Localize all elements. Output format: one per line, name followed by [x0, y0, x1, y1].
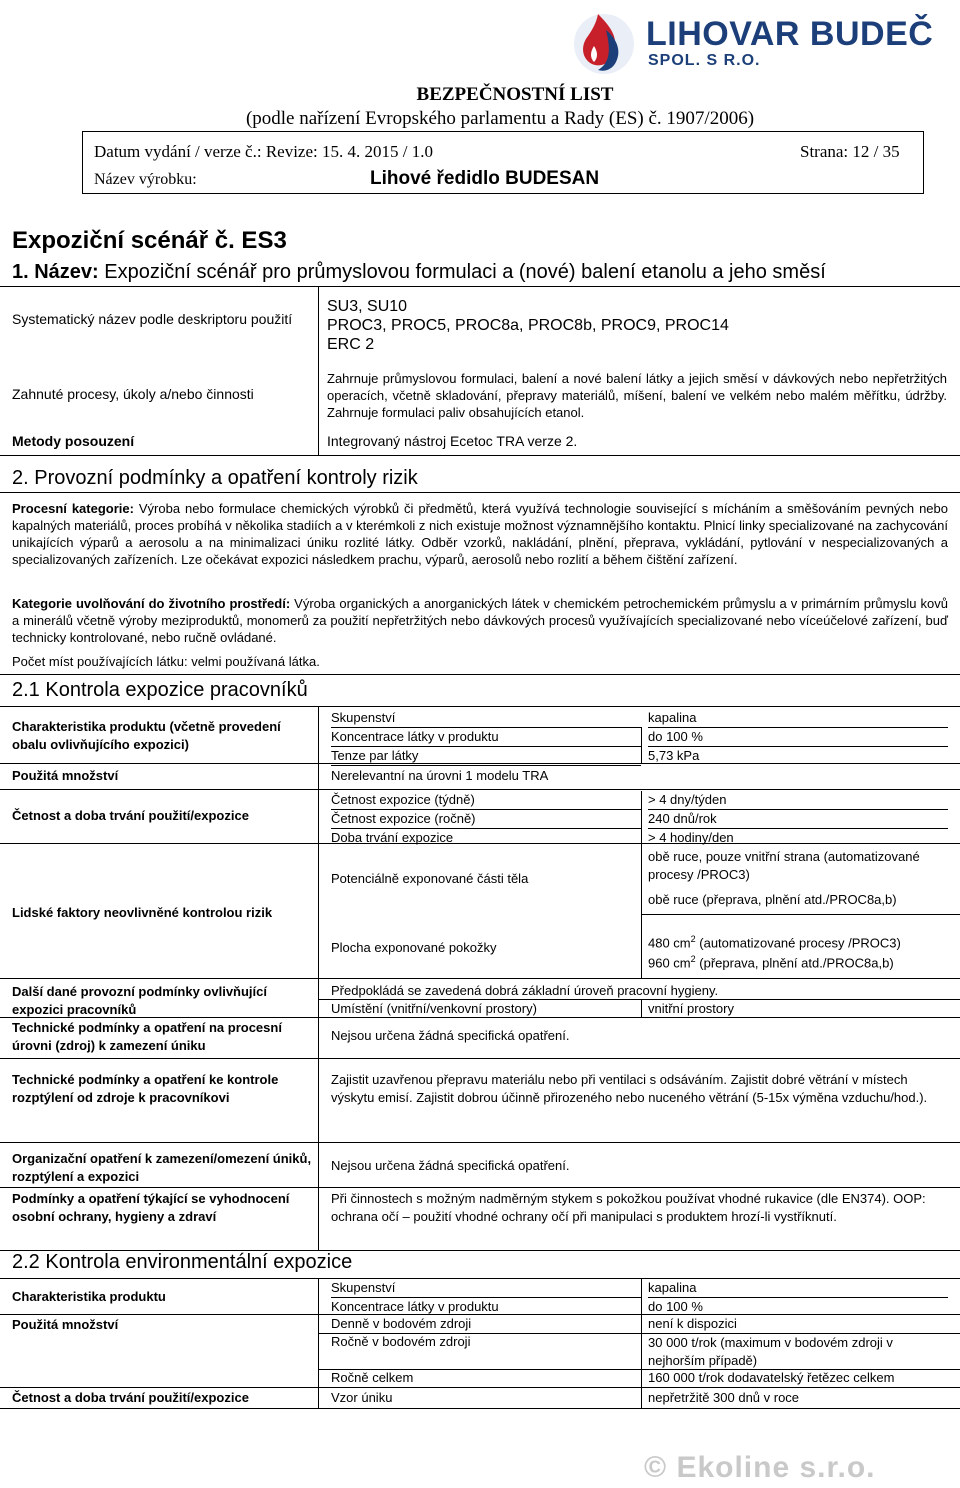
org-measures-value: Nejsou určena žádná specifická opatření.	[331, 1158, 570, 1173]
sys-name-line: PROC3, PROC5, PROC8a, PROC8b, PROC9, PROC14	[327, 317, 729, 334]
ppe-value: Při činnostech s možným nadměrným stykem s pokožkou používat vhodné rukavice (dle EN374). OOP: ochrana očí – použití vhodné ochrany očí při manipulaci s produktem hrozí-li vystříknutí.	[331, 1191, 926, 1224]
methods-value: Integrovaný nástroj Ecetoc TRA verze 2.	[327, 433, 578, 449]
body-parts-value-2: obě ruce (přeprava, plnění atd./PROC8a,b)	[648, 892, 897, 907]
other-conditions-label: Další dané provozní podmínky ovlivňující expozici pracovníků	[12, 984, 267, 1017]
env-amount-key-2: Ročně v bodovém zdroji	[331, 1334, 471, 1349]
freq-key-row: Doba trvání expozice	[331, 830, 454, 845]
env-release-text: Výroba organických a anorganických látek v chemickém petrochemickém průmyslu a v primárním průmyslu kovů a minerálů včetně výroby meziproduktů, monomerů za použití nepřetržitých nebo dávkových procesů využívajících specializované nebo víceúčelové zařízení, buď technicky kontrolované, nebo ručně ovládané.	[12, 596, 948, 645]
process-category-label: Procesní kategorie:	[12, 501, 134, 516]
env-amount-key-3: Ročně celkem	[331, 1370, 414, 1385]
sys-name-line: ERC 2	[327, 336, 375, 353]
processes-label: Zahnuté procesy, úkoly a/nebo činnosti	[12, 386, 254, 402]
freq-key-row: Četnost expozice (ročně)	[331, 810, 641, 829]
env-amount-label: Použitá množství	[12, 1317, 119, 1332]
env-release-label: Kategorie uvolňování do životního prostředí:	[12, 596, 291, 611]
env-amount-key-1: Denně v bodovém zdroji	[331, 1316, 472, 1331]
worker-amount-value: Nerelevantní na úrovni 1 modelu TRA	[331, 768, 549, 783]
skin-area-value-1: 480 $cm^2$ (automatizované procesy /PROC3)	[648, 934, 901, 951]
env-section-title: 2.2 Kontrola environmentální expozice	[12, 1251, 353, 1273]
product-name: Lihové ředidlo BUDESAN	[370, 168, 600, 189]
sys-name-line: SU3, SU10	[327, 298, 408, 315]
env-release-category	[12, 595, 948, 646]
char-key-row: Skupenství	[331, 709, 641, 728]
scenario-name	[12, 260, 826, 284]
freq-value-row: > 4 dny/týden	[648, 791, 948, 810]
env-char-value	[648, 1279, 948, 1316]
scenario-name-text: Expoziční scénář pro průmyslovou formulaci a (nové) balení etanolu a jeho směsí	[104, 261, 826, 283]
env-freq-value: nepřetržitě 300 dnů v roce	[648, 1390, 800, 1405]
location-key: Umístění (vnitřní/venkovní prostory)	[331, 1001, 537, 1016]
freq-value-row: > 4 hodiny/den	[648, 830, 734, 845]
worker-char-label: Charakteristika produktu (včetně provedení obalu ovlivňujícího expozici)	[12, 719, 281, 752]
logo-text: LIHOVAR BUDEČ	[646, 15, 934, 53]
skin-area-label: Plocha exponované pokožky	[331, 940, 497, 955]
freq-key-row: Četnost expozice (týdně)	[331, 791, 641, 810]
skin-area-value-2: 960 $cm^2$ (přeprava, plnění atd./PROC8a,b)	[648, 954, 894, 971]
ppe-label: Podmínky a opatření týkající se vyhodnocení osobní ochrany, hygieny a zdraví	[12, 1191, 290, 1224]
env-amount-value-1: není k dispozici	[648, 1316, 737, 1331]
location-value: vnitřní prostory	[648, 1001, 734, 1016]
sys-name-values	[327, 297, 729, 354]
worker-char-key	[331, 709, 641, 766]
env-freq-key: Vzor úniku	[331, 1390, 393, 1405]
other-conditions-text: Předpokládá se zavedená dobrá základní úroveň pracovní hygieny.	[331, 983, 719, 998]
org-measures-label: Organizační opatření k zamezení/omezení úniků, rozptýlení a expozici	[12, 1151, 312, 1184]
env-char-key-row: Koncentrace látky v produktu	[331, 1299, 499, 1314]
methods-label: Metody posouzení	[12, 433, 135, 449]
env-char-key	[331, 1279, 641, 1316]
body-parts-label: Potenciálně exponované části těla	[331, 871, 529, 886]
sys-name-label: Systematický název podle deskriptoru použití	[12, 311, 293, 327]
process-category	[12, 500, 948, 568]
tech-source-label: Technické podmínky a opatření na procesní úrovni (zdroj) k zamezení úniku	[12, 1020, 282, 1053]
worker-amount-label: Použitá množství	[12, 768, 119, 783]
skin-area-values	[648, 931, 901, 972]
worker-freq-key	[331, 791, 641, 847]
env-amount-value-2: 30 000 t/rok (maximum v bodovém zdroji v nejhorším případě)	[648, 1335, 893, 1368]
logo-subtext: SPOL. S R.O.	[648, 52, 761, 69]
env-char-label: Charakteristika produktu	[12, 1289, 166, 1304]
tech-dispersion-label: Technické podmínky a opatření ke kontrole rozptýlení od zdroje k pracovníkovi	[12, 1072, 279, 1105]
product-label: Název výrobku:	[94, 171, 197, 188]
sites-count: Počet míst používajících látku: velmi používaná látka.	[12, 654, 320, 669]
char-value-row: kapalina	[648, 709, 948, 728]
tech-source-value: Nejsou určena žádná specifická opatření.	[331, 1028, 570, 1043]
scenario-name-prefix: 1. Název:	[12, 261, 99, 283]
company-logo	[568, 6, 948, 80]
scenario-title: Expoziční scénář č. ES3	[12, 227, 287, 254]
worker-char-value	[648, 709, 948, 765]
tech-dispersion-value: Zajistit uzavřenou přepravu materiálu nebo při ventilaci s odsáváním. Zajistit dobré větrání v místech výskytu emisí. Zajistit dobrou účinně přirozeného nebo nuceného větrání (5-15x výměna vzduchu/hod.).	[331, 1072, 928, 1105]
section2-title: 2. Provozní podmínky a opatření kontroly rizik	[12, 467, 418, 489]
char-value-row: 5,73 kPa	[648, 748, 700, 763]
page-number: Strana: 12 / 35	[800, 142, 900, 161]
document-subtitle: (podle nařízení Evropského parlamentu a Rady (ES) č. 1907/2006)	[245, 108, 755, 129]
env-amount-value-3: 160 000 t/rok dodavatelský řetězec celkem	[648, 1370, 895, 1385]
logo-flame-icon	[568, 6, 638, 80]
worker-freq-label: Četnost a doba trvání použití/expozice	[12, 808, 249, 823]
worker-section-title: 2.1 Kontrola expozice pracovníků	[12, 679, 308, 701]
body-parts-value-1: obě ruce, pouze vnitřní strana (automatizované procesy /PROC3)	[648, 849, 920, 882]
footer-watermark: © Ekoline s.r.o.	[644, 1451, 876, 1484]
env-char-value-row: kapalina	[648, 1279, 948, 1298]
document-title: BEZPEČNOSTNÍ LIST	[416, 84, 614, 105]
char-key-row: Tenze par látky	[331, 747, 641, 766]
processes-text: Zahrnuje průmyslovou formulaci, balení a nové balení látky a jejich směsí v dávkových nebo nepřetržitých operacích, včetně skladování, přepravy materiálů, míšení, balení ve velkém nebo malém měřítku, údržby. Zahrnuje formulaci paliv obsahujících etanol.	[327, 371, 947, 420]
freq-value-row: 240 dnů/rok	[648, 810, 948, 829]
env-freq-label: Četnost a doba trvání použití/expozice	[12, 1390, 249, 1405]
char-key-row: Koncentrace látky v produktu	[331, 728, 641, 747]
env-char-key-row: Skupenství	[331, 1279, 641, 1298]
env-char-value-row: do 100 %	[648, 1299, 703, 1314]
worker-freq-value	[648, 791, 948, 847]
issue-date: Datum vydání / verze č.: Revize: 15. 4. 2015 / 1.0	[94, 142, 433, 161]
process-category-text: Výroba nebo formulace chemických výrobků či předmětů, která využívá technologie související s mícháním a směšováním pevných nebo kapalných materiálů, proces probíhá v několika stadiích a v kterémkoli z nich existuje možnost významnějšího kontaktu. Plnicí linky specializované na zachycování unikajících výparů a aerosolu a na minimalizaci úniku rozlité látky. Odběr vzorků, nakládání, plnění, přeprava, vykládání, pytlování v nespecializovaných a specializovaných zařízeních. Lze očekávat expozici následkem prachu, výparů, aerosolů nebo rozlití a během čištění zařízení.	[12, 501, 948, 567]
human-factors-label: Lidské faktory neovlivněné kontrolou rizik	[12, 905, 273, 920]
char-value-row: do 100 %	[648, 728, 948, 747]
